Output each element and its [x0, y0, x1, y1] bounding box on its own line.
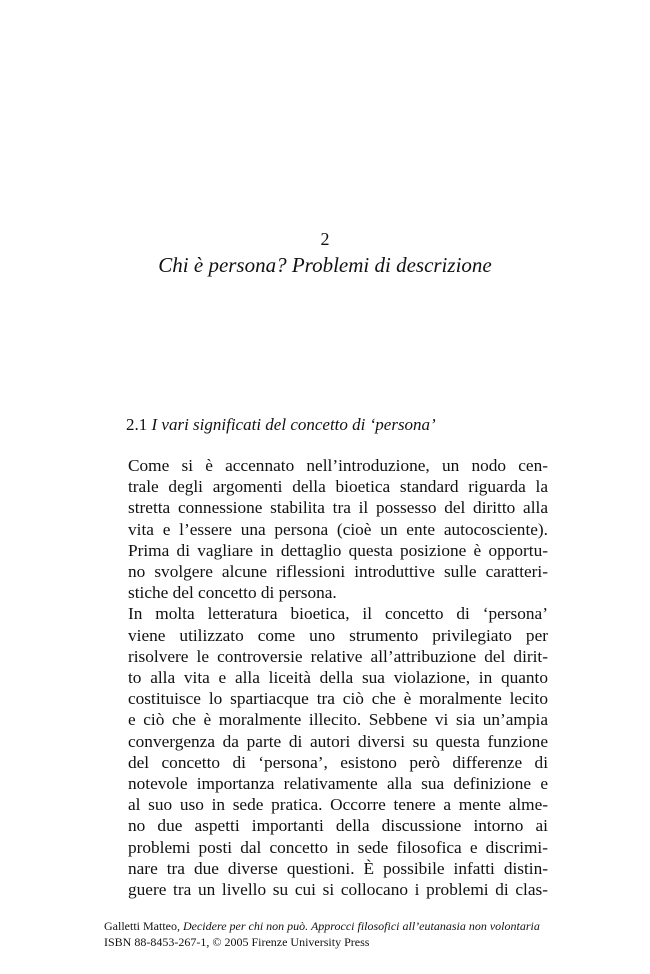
text-line: risolvere le controversie relative all’attribuzione del dirit-	[128, 646, 548, 666]
section-title: I vari significati del concetto di ‘persona’	[151, 415, 436, 434]
text-line: to alla vita e alla liceità della sua violazione, in quanto	[128, 668, 548, 688]
paragraph-2	[104, 603, 548, 900]
text-line: nare tra due diverse questioni. È possibile infatti distin-	[128, 858, 548, 878]
text-line: viene utilizzato come uno strumento privilegiato per	[128, 625, 548, 645]
chapter-number: 2	[320, 229, 330, 249]
text-line: al suo uso in sede pratica. Occorre tenere a mente alme-	[128, 795, 548, 815]
text-line: guere tra un livello su cui si collocano i problemi di clas-	[128, 880, 548, 900]
footer-author: Galletti Matteo,	[104, 919, 180, 933]
isbn-line: ISBN 88-8453-267-1, © 2005 Firenze University Press	[104, 935, 370, 949]
body-text	[104, 455, 548, 900]
text-line: costituisce lo spartiacque tra ciò che è moralmente lecito	[128, 689, 548, 709]
section-number: 2.1	[126, 415, 148, 434]
paragraph-1	[104, 455, 548, 603]
chapter-title: Chi è persona? Problemi di descrizione	[158, 253, 492, 277]
text-line: Come si è accennato nell’introduzione, un nodo cen-	[128, 456, 548, 475]
text-line: convergenza da parte di autori diversi su questa funzione	[128, 731, 548, 751]
footer-book-title: Decidere per chi non può. Approcci filosofici all’eutanasia non volontaria	[182, 919, 540, 933]
citation-line	[104, 918, 554, 934]
page-footer	[104, 918, 554, 950]
text-line: Prima di vagliare in dettaglio questa posizione è opportu-	[128, 540, 548, 560]
text-line: no due aspetti importanti della discussione intorno ai	[128, 816, 548, 836]
section-heading	[126, 414, 436, 436]
text-line: e ciò che è moralmente illecito. Sebbene vi sia un’ampia	[128, 710, 548, 730]
text-line: trale degli argomenti della bioetica standard riguarda la	[128, 477, 548, 497]
text-line: notevole importanza relativamente alla sua definizione e	[128, 774, 548, 794]
text-line: In molta letteratura bioetica, il concetto di ‘persona’	[128, 604, 548, 624]
text-line: del concetto di ‘persona’, esistono però differenze di	[128, 752, 548, 772]
text-line: stretta connessione stabilita tra il possesso del diritto alla	[128, 498, 548, 518]
text-line: problemi posti dal concetto in sede filosofica e discrimi-	[128, 837, 548, 857]
text-line: no svolgere alcune riflessioni introduttive sulle caratteri-	[128, 562, 548, 582]
text-line: stiche del concetto di persona.	[128, 583, 337, 603]
text-line: vita e l’essere una persona (cioè un ente autocosciente).	[128, 519, 548, 539]
